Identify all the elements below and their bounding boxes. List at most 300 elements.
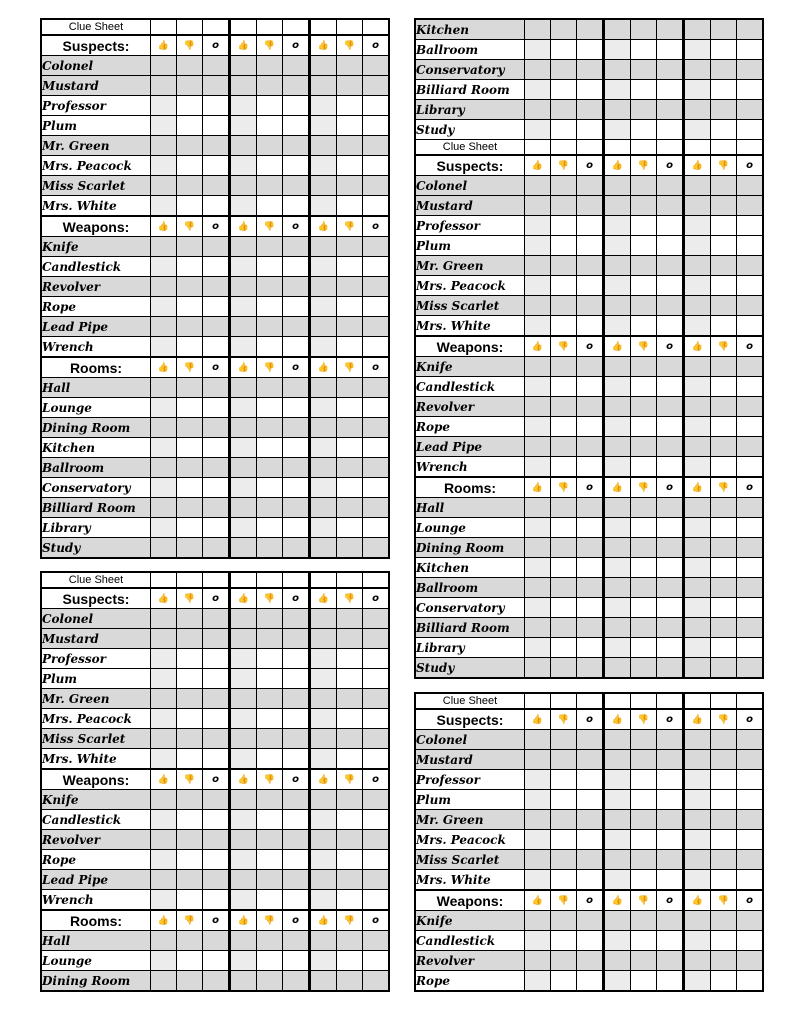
mark-cell[interactable] (711, 80, 737, 100)
mark-cell[interactable] (177, 277, 203, 297)
mark-cell[interactable] (177, 729, 203, 749)
mark-cell[interactable] (151, 538, 177, 559)
mark-cell[interactable] (604, 276, 631, 296)
mark-cell[interactable] (203, 297, 230, 317)
mark-cell[interactable] (711, 538, 737, 558)
mark-cell[interactable] (230, 790, 257, 810)
mark-cell[interactable] (604, 658, 631, 679)
mark-cell[interactable] (310, 830, 337, 850)
mark-cell[interactable] (577, 357, 604, 377)
mark-cell[interactable] (551, 850, 577, 870)
mark-cell[interactable] (631, 931, 657, 951)
mark-cell[interactable] (551, 60, 577, 80)
mark-cell[interactable] (525, 850, 551, 870)
mark-cell[interactable] (657, 60, 684, 80)
mark-cell[interactable] (604, 196, 631, 216)
mark-cell[interactable] (737, 357, 764, 377)
mark-cell[interactable] (310, 136, 337, 156)
mark-cell[interactable] (177, 156, 203, 176)
mark-cell[interactable] (525, 911, 551, 931)
mark-cell[interactable] (711, 120, 737, 140)
mark-cell[interactable] (631, 578, 657, 598)
mark-cell[interactable] (310, 498, 337, 518)
mark-cell[interactable] (363, 870, 390, 890)
mark-cell[interactable] (177, 538, 203, 559)
mark-cell[interactable] (230, 398, 257, 418)
mark-cell[interactable] (525, 618, 551, 638)
mark-cell[interactable] (551, 256, 577, 276)
mark-cell[interactable] (203, 257, 230, 277)
mark-cell[interactable] (177, 96, 203, 116)
mark-cell[interactable] (283, 56, 310, 76)
mark-cell[interactable] (577, 638, 604, 658)
mark-cell[interactable] (631, 296, 657, 316)
mark-cell[interactable] (203, 709, 230, 729)
mark-cell[interactable] (684, 618, 711, 638)
mark-cell[interactable] (337, 196, 363, 217)
mark-cell[interactable] (525, 120, 551, 140)
mark-cell[interactable] (577, 120, 604, 140)
mark-cell[interactable] (577, 100, 604, 120)
mark-cell[interactable] (363, 609, 390, 629)
mark-cell[interactable] (257, 257, 283, 277)
mark-cell[interactable] (203, 749, 230, 770)
mark-cell[interactable] (310, 649, 337, 669)
mark-cell[interactable] (711, 750, 737, 770)
mark-cell[interactable] (177, 498, 203, 518)
mark-cell[interactable] (257, 176, 283, 196)
mark-cell[interactable] (363, 931, 390, 951)
mark-cell[interactable] (604, 120, 631, 140)
mark-cell[interactable] (525, 770, 551, 790)
mark-cell[interactable] (257, 76, 283, 96)
mark-cell[interactable] (310, 709, 337, 729)
mark-cell[interactable] (363, 629, 390, 649)
player-name-cell[interactable] (230, 19, 257, 35)
mark-cell[interactable] (577, 457, 604, 478)
player-name-cell[interactable] (711, 693, 737, 709)
mark-cell[interactable] (684, 911, 711, 931)
mark-cell[interactable] (631, 790, 657, 810)
mark-cell[interactable] (684, 870, 711, 891)
mark-cell[interactable] (283, 749, 310, 770)
mark-cell[interactable] (551, 658, 577, 679)
mark-cell[interactable] (310, 518, 337, 538)
mark-cell[interactable] (577, 176, 604, 196)
mark-cell[interactable] (604, 951, 631, 971)
mark-cell[interactable] (604, 558, 631, 578)
mark-cell[interactable] (631, 538, 657, 558)
mark-cell[interactable] (230, 931, 257, 951)
mark-cell[interactable] (525, 750, 551, 770)
mark-cell[interactable] (337, 76, 363, 96)
mark-cell[interactable] (631, 60, 657, 80)
mark-cell[interactable] (203, 971, 230, 992)
mark-cell[interactable] (310, 790, 337, 810)
mark-cell[interactable] (363, 116, 390, 136)
mark-cell[interactable] (203, 689, 230, 709)
mark-cell[interactable] (604, 357, 631, 377)
mark-cell[interactable] (151, 850, 177, 870)
mark-cell[interactable] (631, 558, 657, 578)
mark-cell[interactable] (257, 136, 283, 156)
mark-cell[interactable] (684, 498, 711, 518)
mark-cell[interactable] (684, 256, 711, 276)
mark-cell[interactable] (525, 951, 551, 971)
player-name-cell[interactable] (737, 140, 764, 156)
mark-cell[interactable] (177, 378, 203, 398)
mark-cell[interactable] (337, 156, 363, 176)
mark-cell[interactable] (657, 730, 684, 750)
mark-cell[interactable] (711, 60, 737, 80)
mark-cell[interactable] (525, 316, 551, 337)
mark-cell[interactable] (551, 19, 577, 40)
mark-cell[interactable] (310, 378, 337, 398)
mark-cell[interactable] (604, 810, 631, 830)
player-name-cell[interactable] (363, 19, 390, 35)
mark-cell[interactable] (363, 689, 390, 709)
mark-cell[interactable] (525, 437, 551, 457)
mark-cell[interactable] (525, 357, 551, 377)
mark-cell[interactable] (230, 378, 257, 398)
mark-cell[interactable] (177, 609, 203, 629)
mark-cell[interactable] (577, 931, 604, 951)
mark-cell[interactable] (283, 830, 310, 850)
mark-cell[interactable] (657, 618, 684, 638)
mark-cell[interactable] (283, 257, 310, 277)
mark-cell[interactable] (551, 830, 577, 850)
mark-cell[interactable] (711, 730, 737, 750)
mark-cell[interactable] (283, 609, 310, 629)
mark-cell[interactable] (657, 437, 684, 457)
mark-cell[interactable] (657, 417, 684, 437)
mark-cell[interactable] (177, 438, 203, 458)
mark-cell[interactable] (604, 457, 631, 478)
mark-cell[interactable] (283, 729, 310, 749)
mark-cell[interactable] (604, 60, 631, 80)
mark-cell[interactable] (684, 120, 711, 140)
mark-cell[interactable] (657, 457, 684, 478)
mark-cell[interactable] (363, 669, 390, 689)
mark-cell[interactable] (551, 911, 577, 931)
mark-cell[interactable] (711, 377, 737, 397)
mark-cell[interactable] (363, 136, 390, 156)
mark-cell[interactable] (551, 196, 577, 216)
mark-cell[interactable] (684, 518, 711, 538)
mark-cell[interactable] (310, 277, 337, 297)
mark-cell[interactable] (283, 297, 310, 317)
mark-cell[interactable] (363, 729, 390, 749)
mark-cell[interactable] (151, 196, 177, 217)
mark-cell[interactable] (283, 76, 310, 96)
mark-cell[interactable] (177, 931, 203, 951)
mark-cell[interactable] (631, 830, 657, 850)
mark-cell[interactable] (203, 438, 230, 458)
mark-cell[interactable] (631, 750, 657, 770)
mark-cell[interactable] (551, 316, 577, 337)
mark-cell[interactable] (177, 790, 203, 810)
mark-cell[interactable] (177, 870, 203, 890)
mark-cell[interactable] (177, 458, 203, 478)
mark-cell[interactable] (525, 971, 551, 992)
mark-cell[interactable] (684, 316, 711, 337)
mark-cell[interactable] (177, 337, 203, 358)
mark-cell[interactable] (230, 669, 257, 689)
mark-cell[interactable] (257, 951, 283, 971)
mark-cell[interactable] (551, 638, 577, 658)
mark-cell[interactable] (257, 830, 283, 850)
mark-cell[interactable] (363, 257, 390, 277)
mark-cell[interactable] (151, 971, 177, 992)
mark-cell[interactable] (684, 457, 711, 478)
mark-cell[interactable] (631, 911, 657, 931)
mark-cell[interactable] (337, 870, 363, 890)
mark-cell[interactable] (711, 256, 737, 276)
mark-cell[interactable] (577, 437, 604, 457)
mark-cell[interactable] (203, 237, 230, 257)
player-name-cell[interactable] (337, 19, 363, 35)
mark-cell[interactable] (525, 236, 551, 256)
mark-cell[interactable] (525, 638, 551, 658)
mark-cell[interactable] (551, 770, 577, 790)
mark-cell[interactable] (363, 378, 390, 398)
mark-cell[interactable] (604, 19, 631, 40)
mark-cell[interactable] (151, 56, 177, 76)
mark-cell[interactable] (737, 598, 764, 618)
mark-cell[interactable] (177, 629, 203, 649)
mark-cell[interactable] (577, 810, 604, 830)
mark-cell[interactable] (551, 397, 577, 417)
mark-cell[interactable] (257, 810, 283, 830)
mark-cell[interactable] (257, 931, 283, 951)
mark-cell[interactable] (657, 830, 684, 850)
mark-cell[interactable] (257, 790, 283, 810)
mark-cell[interactable] (684, 19, 711, 40)
mark-cell[interactable] (604, 236, 631, 256)
mark-cell[interactable] (257, 418, 283, 438)
mark-cell[interactable] (525, 598, 551, 618)
mark-cell[interactable] (337, 498, 363, 518)
mark-cell[interactable] (551, 810, 577, 830)
mark-cell[interactable] (631, 397, 657, 417)
mark-cell[interactable] (203, 156, 230, 176)
mark-cell[interactable] (577, 40, 604, 60)
mark-cell[interactable] (203, 277, 230, 297)
mark-cell[interactable] (737, 911, 764, 931)
mark-cell[interactable] (577, 296, 604, 316)
mark-cell[interactable] (711, 437, 737, 457)
mark-cell[interactable] (577, 951, 604, 971)
mark-cell[interactable] (283, 418, 310, 438)
mark-cell[interactable] (551, 100, 577, 120)
mark-cell[interactable] (203, 176, 230, 196)
mark-cell[interactable] (684, 417, 711, 437)
mark-cell[interactable] (337, 398, 363, 418)
mark-cell[interactable] (177, 176, 203, 196)
mark-cell[interactable] (551, 276, 577, 296)
mark-cell[interactable] (283, 890, 310, 911)
mark-cell[interactable] (737, 417, 764, 437)
mark-cell[interactable] (711, 578, 737, 598)
mark-cell[interactable] (737, 276, 764, 296)
mark-cell[interactable] (310, 629, 337, 649)
mark-cell[interactable] (604, 598, 631, 618)
mark-cell[interactable] (363, 418, 390, 438)
mark-cell[interactable] (631, 810, 657, 830)
mark-cell[interactable] (737, 578, 764, 598)
mark-cell[interactable] (337, 538, 363, 559)
mark-cell[interactable] (525, 40, 551, 60)
mark-cell[interactable] (257, 478, 283, 498)
mark-cell[interactable] (657, 176, 684, 196)
mark-cell[interactable] (525, 457, 551, 478)
mark-cell[interactable] (203, 196, 230, 217)
mark-cell[interactable] (203, 518, 230, 538)
player-name-cell[interactable] (631, 693, 657, 709)
mark-cell[interactable] (177, 478, 203, 498)
mark-cell[interactable] (151, 237, 177, 257)
mark-cell[interactable] (177, 971, 203, 992)
mark-cell[interactable] (257, 398, 283, 418)
mark-cell[interactable] (711, 790, 737, 810)
mark-cell[interactable] (203, 398, 230, 418)
mark-cell[interactable] (737, 518, 764, 538)
mark-cell[interactable] (631, 638, 657, 658)
mark-cell[interactable] (711, 176, 737, 196)
mark-cell[interactable] (230, 629, 257, 649)
mark-cell[interactable] (631, 518, 657, 538)
mark-cell[interactable] (577, 60, 604, 80)
mark-cell[interactable] (230, 176, 257, 196)
mark-cell[interactable] (551, 870, 577, 891)
mark-cell[interactable] (577, 498, 604, 518)
mark-cell[interactable] (684, 598, 711, 618)
mark-cell[interactable] (737, 296, 764, 316)
mark-cell[interactable] (711, 971, 737, 992)
mark-cell[interactable] (310, 337, 337, 358)
mark-cell[interactable] (604, 790, 631, 810)
mark-cell[interactable] (577, 750, 604, 770)
mark-cell[interactable] (657, 316, 684, 337)
mark-cell[interactable] (337, 850, 363, 870)
mark-cell[interactable] (684, 850, 711, 870)
mark-cell[interactable] (684, 437, 711, 457)
mark-cell[interactable] (177, 56, 203, 76)
mark-cell[interactable] (363, 56, 390, 76)
mark-cell[interactable] (657, 770, 684, 790)
mark-cell[interactable] (337, 830, 363, 850)
mark-cell[interactable] (363, 317, 390, 337)
mark-cell[interactable] (283, 136, 310, 156)
mark-cell[interactable] (684, 397, 711, 417)
mark-cell[interactable] (711, 296, 737, 316)
mark-cell[interactable] (151, 729, 177, 749)
mark-cell[interactable] (310, 538, 337, 559)
mark-cell[interactable] (151, 709, 177, 729)
mark-cell[interactable] (657, 100, 684, 120)
mark-cell[interactable] (363, 176, 390, 196)
mark-cell[interactable] (551, 790, 577, 810)
mark-cell[interactable] (177, 237, 203, 257)
mark-cell[interactable] (283, 689, 310, 709)
mark-cell[interactable] (711, 457, 737, 478)
mark-cell[interactable] (177, 136, 203, 156)
mark-cell[interactable] (257, 729, 283, 749)
mark-cell[interactable] (151, 116, 177, 136)
mark-cell[interactable] (525, 256, 551, 276)
mark-cell[interactable] (257, 609, 283, 629)
mark-cell[interactable] (684, 790, 711, 810)
mark-cell[interactable] (337, 629, 363, 649)
mark-cell[interactable] (283, 156, 310, 176)
mark-cell[interactable] (711, 276, 737, 296)
mark-cell[interactable] (230, 237, 257, 257)
mark-cell[interactable] (310, 257, 337, 277)
mark-cell[interactable] (631, 770, 657, 790)
mark-cell[interactable] (737, 850, 764, 870)
mark-cell[interactable] (151, 317, 177, 337)
mark-cell[interactable] (604, 870, 631, 891)
mark-cell[interactable] (737, 750, 764, 770)
mark-cell[interactable] (203, 931, 230, 951)
mark-cell[interactable] (577, 658, 604, 679)
mark-cell[interactable] (177, 830, 203, 850)
mark-cell[interactable] (337, 890, 363, 911)
mark-cell[interactable] (177, 749, 203, 770)
mark-cell[interactable] (257, 850, 283, 870)
mark-cell[interactable] (525, 80, 551, 100)
mark-cell[interactable] (363, 297, 390, 317)
mark-cell[interactable] (310, 458, 337, 478)
mark-cell[interactable] (337, 790, 363, 810)
mark-cell[interactable] (525, 658, 551, 679)
mark-cell[interactable] (737, 120, 764, 140)
mark-cell[interactable] (363, 478, 390, 498)
mark-cell[interactable] (151, 458, 177, 478)
mark-cell[interactable] (230, 951, 257, 971)
mark-cell[interactable] (657, 578, 684, 598)
mark-cell[interactable] (577, 377, 604, 397)
mark-cell[interactable] (203, 830, 230, 850)
mark-cell[interactable] (151, 629, 177, 649)
mark-cell[interactable] (257, 458, 283, 478)
mark-cell[interactable] (711, 19, 737, 40)
mark-cell[interactable] (657, 377, 684, 397)
mark-cell[interactable] (337, 317, 363, 337)
mark-cell[interactable] (551, 417, 577, 437)
mark-cell[interactable] (737, 316, 764, 337)
mark-cell[interactable] (283, 96, 310, 116)
mark-cell[interactable] (737, 951, 764, 971)
mark-cell[interactable] (337, 931, 363, 951)
mark-cell[interactable] (257, 538, 283, 559)
mark-cell[interactable] (737, 176, 764, 196)
mark-cell[interactable] (711, 40, 737, 60)
mark-cell[interactable] (577, 578, 604, 598)
mark-cell[interactable] (310, 669, 337, 689)
mark-cell[interactable] (551, 457, 577, 478)
mark-cell[interactable] (551, 598, 577, 618)
mark-cell[interactable] (177, 297, 203, 317)
mark-cell[interactable] (657, 951, 684, 971)
mark-cell[interactable] (684, 377, 711, 397)
mark-cell[interactable] (257, 196, 283, 217)
player-name-cell[interactable] (737, 693, 764, 709)
mark-cell[interactable] (177, 669, 203, 689)
mark-cell[interactable] (684, 578, 711, 598)
mark-cell[interactable] (363, 971, 390, 992)
mark-cell[interactable] (310, 96, 337, 116)
